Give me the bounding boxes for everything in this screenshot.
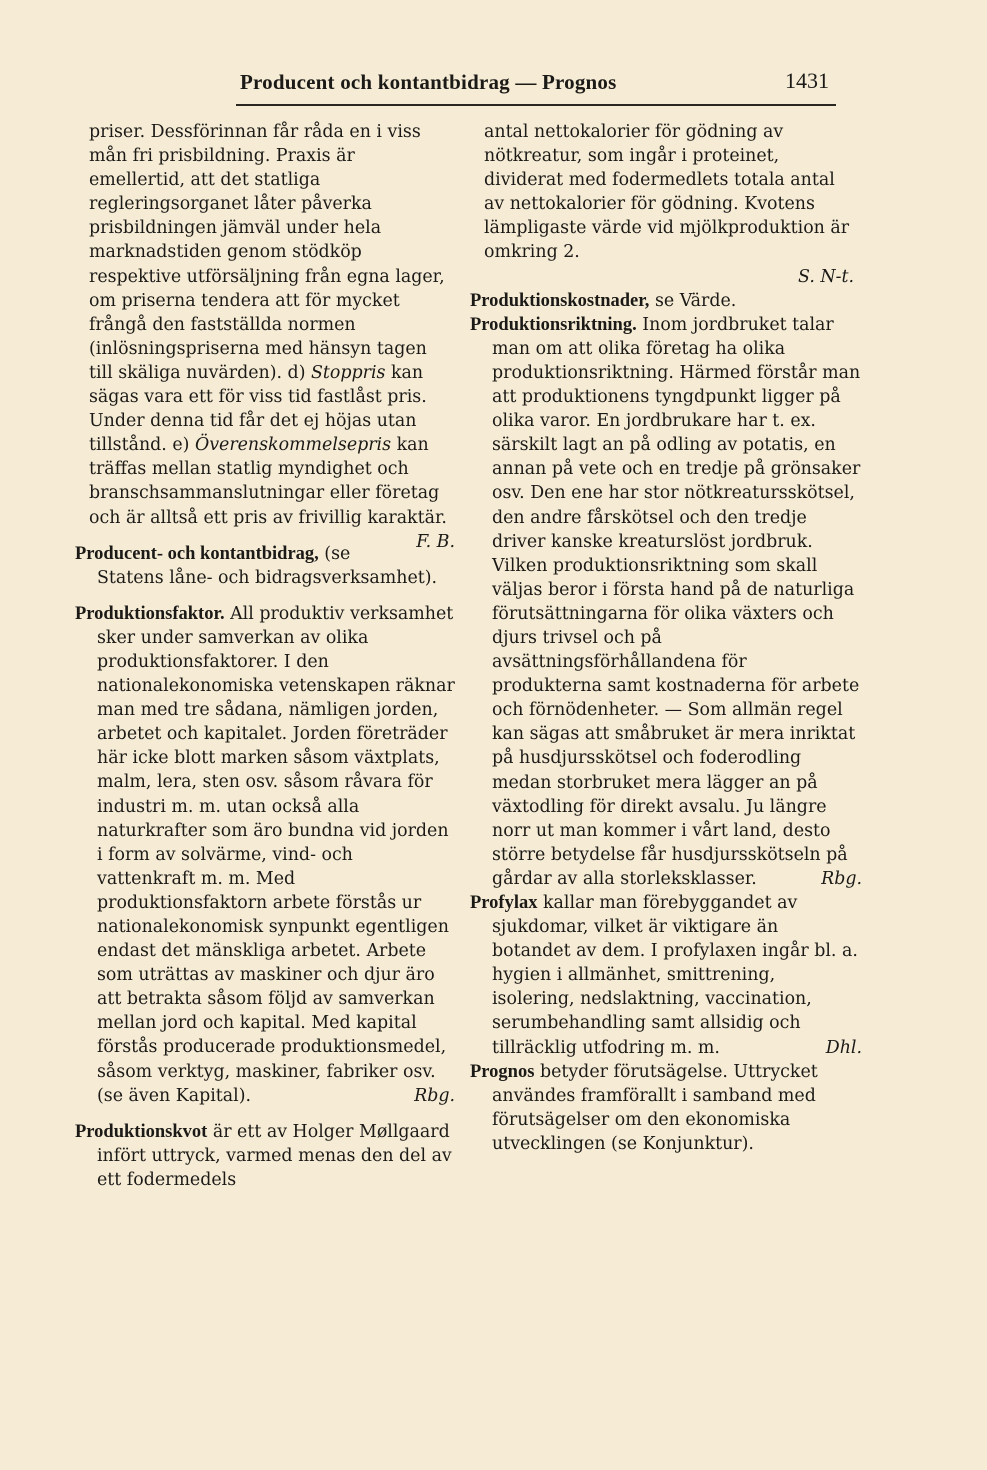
headword: Producent- och kontantbidrag, [75, 543, 319, 564]
entry-prognos: Prognos betyder förutsägelse. Uttrycket användes framförallt i samband med förutsägelser om den ekonomiska utvecklingen (se Konjunktur). [470, 1061, 818, 1154]
headword: Produktionsriktning. [470, 314, 637, 335]
headword: Profylax [470, 893, 538, 913]
term-overenskommelsepris: Överenskommelsepris [194, 435, 392, 456]
entry-produktionskvot: Produktionskvot är ett av Holger Møllgaard infört uttryck, varmed menas den del av ett fodermedels [75, 1121, 452, 1190]
running-header: Producent och kontantbidrag — Prognos [240, 70, 617, 94]
author-signature: Rbg. [821, 868, 862, 889]
header-rule [236, 104, 836, 106]
right-column [470, 120, 862, 1156]
entry-producent-och-kontantbidrag: Producent- och kontantbidrag, (se Statens låne- och bidragsverksamhet). [75, 543, 438, 588]
headword: Prognos [470, 1061, 535, 1082]
headword: Produktionskostnader, [470, 290, 650, 311]
entry-produktionsriktning: Produktionsriktning. Inom jordbruket talar man om att olika företag ha olika produktionsriktning. Härmed förstår man att produktionens tyngdpunkt ligger på olika varor. En jordbrukare har t. ex. särskilt lagt an på odling av potatis, en annan på vete och en tredje på grönsaker osv. Den ene har stor nötkreatursskötsel, den andre fårskötsel och den tredje driver kanske kreaturslöst jordbruk. Vilken produktionsriktning som skall väljas beror i första hand på de naturliga förutsättningarna för olika växters och djurs trivsel och på avsättningsförhållandena för produkterna samt kostnaderna för arbete och förnödenheter. — Som allmän regel kan sägas att småbruket är mera inriktat på husdjursskötsel och foderodling medan storbruket mera lägger an på växtodling för direkt avsalu. Ju längre norr ut man kommer i vårt land, desto större betydelse får husdjursskötseln på gårdar av alla storleksklasser. Rbg. [470, 313, 862, 891]
author-signature: Rbg. [414, 1085, 455, 1106]
left-column [75, 120, 455, 1192]
entry-produktionsfaktor: Produktionsfaktor. All produktiv verksamhet sker under samverkan av olika produktionsfaktorer. I den nationalekonomiska vetenskapen räknar man med tre sådana, nämligen jorden, arbetet och kapitalet. Jorden företräder här icke blott marken såsom växtplats, malm, lera, sten osv. såsom råvara för industri m. m. utan också alla naturkrafter som äro bundna vid jorden i form av solvärme, vind- och vattenkraft m. m. Med produktionsfaktorn arbete förstås ur nationalekonomisk synpunkt egentligen endast det mänskliga arbetet. Arbete som uträttas av maskiner och djur äro att betrakta såsom följd av samverkan mellan jord och kapital. Med kapital förstås producerade produktionsmedel, såsom verktyg, maskiner, fabriker osv. (se även Kapital). Rbg. [75, 602, 455, 1108]
term-stoppris: Stoppris [311, 362, 386, 383]
page-number: 1431 [785, 68, 829, 93]
entry-produktionskvot-continuation: antal nettokalorier för gödning av nötkreatur, som ingår i proteinet, dividerat med fodermedlets totala antal av nettokalorier för gödning. Kvotens lämpligaste värde vid mjölkproduktion är omkring 2. S. N-t. [470, 120, 854, 289]
author-signature: Dhl. [825, 1037, 862, 1058]
entry-produktionskostnader: Produktionskostnader, se Värde. [470, 290, 737, 311]
author-signature: S. N-t. [798, 266, 854, 287]
headword: Produktionskvot [75, 1121, 208, 1142]
author-signature: F. B. [416, 531, 455, 552]
entry-profylax: Profylax kallar man förebyggandet av sjukdomar, vilket är viktigare än botandet av dem. I profylaxen ingår bl. a. hygien i allmänhet, smittrening, isolering, nedslaktning, vaccination, serumbehandling samt allsidig och tillräcklig utfodring m. m. Dhl. [470, 891, 862, 1060]
headword: Produktionsfaktor. [75, 603, 225, 624]
entry-priser-continuation: priser. Dessförinnan får råda en i viss mån fri prisbildning. Praxis är emellertid, att det statliga regleringsorganet låter påverka prisbildningen jämväl under hela marknadstiden genom stödköp respektive utförsäljning från egna lager, om priserna tendera att för mycket frångå den fastställda normen (inlösningspriserna med hänsyn tagen till skäliga nuvärden). d) Stoppris kan sägas vara ett för viss tid fastlåst pris. Under denna tid får det ej höjas utan tillstånd. e) Överenskommelsepris kan träffas mellan statlig myndighet och branschsammanslutningar eller företag och är alltså ett pris av frivillig karaktär. F. B. [75, 120, 455, 530]
